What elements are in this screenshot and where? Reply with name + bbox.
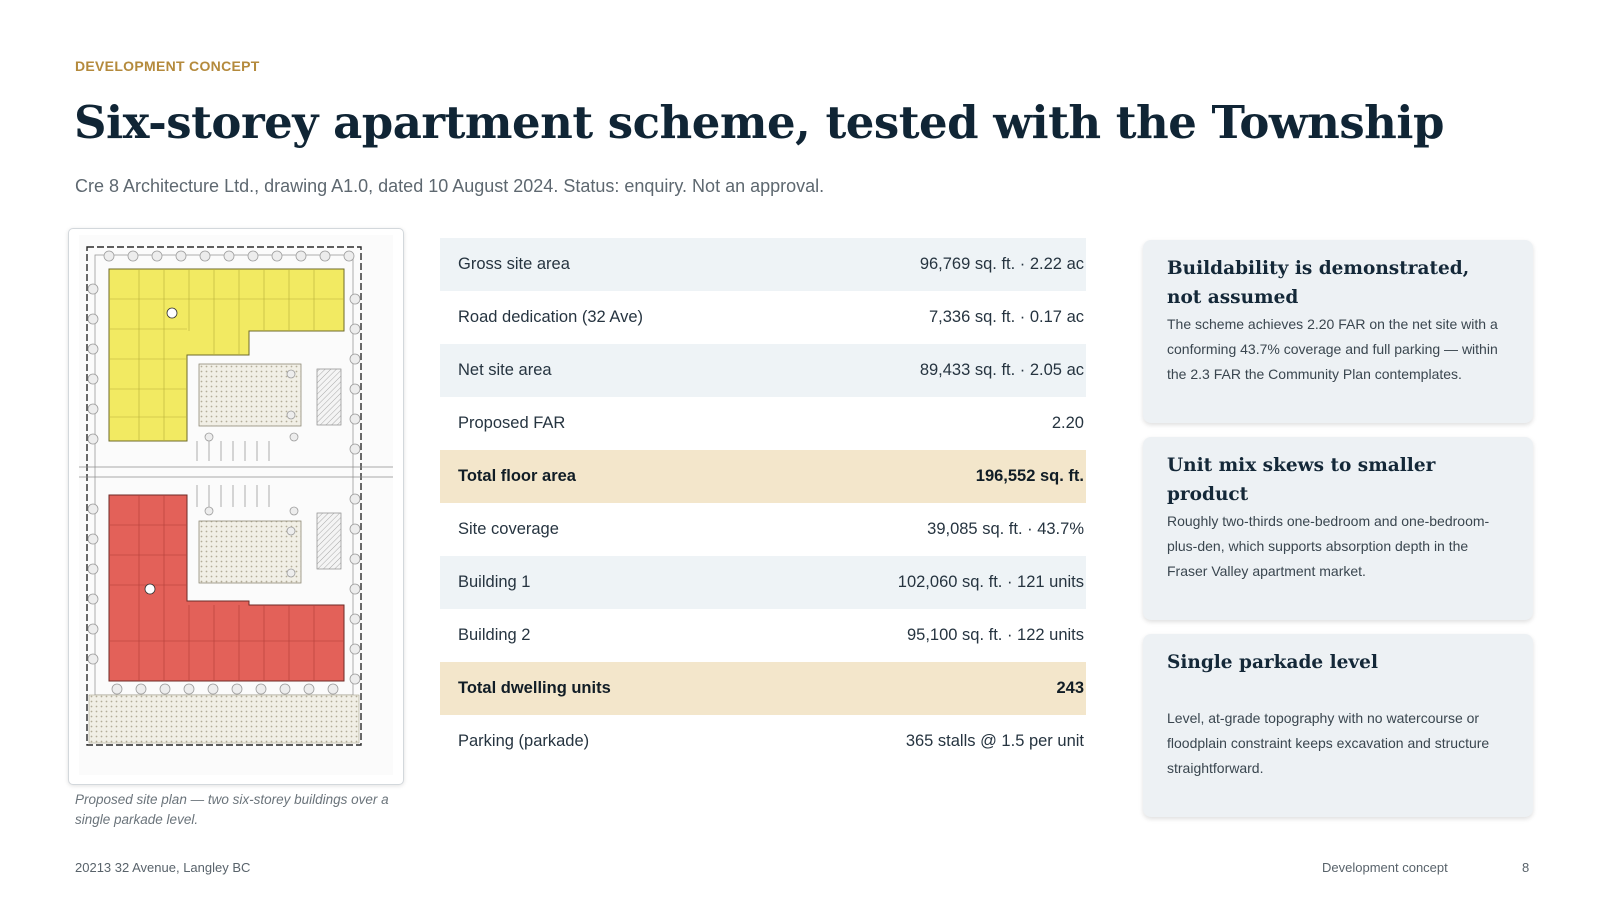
- stat-row: [440, 291, 1086, 344]
- finding-body: Level, at-grade topography with no watercourse or floodplain constraint keeps excavation and structure straightforward.: [1167, 710, 1490, 776]
- stat-row: [440, 397, 1086, 450]
- ramp-north: [317, 369, 341, 425]
- key-findings: [1143, 240, 1533, 831]
- finding-body: The scheme achieves 2.20 FAR on the net site with a conforming 43.7% coverage and full parking — within the 2.3 FAR the Community Plan contemplates.: [1167, 316, 1498, 382]
- stat-label: Gross site area: [458, 255, 570, 273]
- stat-row: [440, 450, 1086, 503]
- stat-label: Building 2: [458, 626, 531, 644]
- finding-card: [1143, 437, 1533, 620]
- stat-label: Total floor area: [458, 467, 576, 485]
- stat-value: 102,060 sq. ft. · 121 units: [897, 573, 1084, 591]
- building-1-marker: [145, 584, 155, 594]
- stat-label: Net site area: [458, 361, 552, 379]
- building-2-marker: [167, 308, 177, 318]
- stat-value: 39,085 sq. ft. · 43.7%: [927, 520, 1084, 538]
- site-statistics-table: [440, 238, 1086, 768]
- finding-card: [1143, 240, 1533, 423]
- north-courtyard: [199, 364, 301, 426]
- stat-label: Site coverage: [458, 520, 559, 538]
- stat-value: 365 stalls @ 1.5 per unit: [905, 732, 1084, 750]
- south-courtyard: [199, 521, 301, 583]
- stat-value: 2.20: [1051, 414, 1084, 432]
- site-plan-drawing: [69, 229, 403, 784]
- stat-row: [440, 503, 1086, 556]
- stat-label: Proposed FAR: [458, 414, 566, 432]
- finding-title: Buildability is demonstrated, not assumed: [1167, 258, 1470, 308]
- page-number: 8: [1522, 860, 1530, 875]
- stat-row: [440, 609, 1086, 662]
- stat-row: [440, 715, 1086, 768]
- stat-label: Building 1: [458, 573, 531, 591]
- stat-value: 7,336 sq. ft. · 0.17 ac: [928, 308, 1084, 326]
- stat-value: 196,552 sq. ft.: [975, 467, 1084, 485]
- finding-title: Unit mix skews to smaller product: [1167, 455, 1436, 505]
- stat-label: Road dedication (32 Ave): [458, 308, 643, 326]
- finding-card: [1143, 634, 1533, 817]
- stat-row: [440, 556, 1086, 609]
- stat-row: [440, 662, 1086, 715]
- footer-address: 20213 32 Avenue, Langley BC: [75, 860, 251, 875]
- page-title: Six-storey apartment scheme, tested with the Township: [74, 96, 1444, 149]
- site-plan-figure: [68, 228, 404, 785]
- stat-row: [440, 344, 1086, 397]
- stat-value: 89,433 sq. ft. · 2.05 ac: [919, 361, 1084, 379]
- page-subtitle: Cre 8 Architecture Ltd., drawing A1.0, dated 10 August 2024. Status: enquiry. Not an approval.: [75, 176, 825, 196]
- stat-value: 96,769 sq. ft. · 2.22 ac: [919, 255, 1084, 273]
- finding-title: Single parkade level: [1167, 652, 1378, 673]
- section-eyebrow: DEVELOPMENT CONCEPT: [75, 58, 260, 74]
- site-plan-caption: Proposed site plan — two six-storey buildings over a single parkade level.: [75, 792, 389, 827]
- finding-body: Roughly two-thirds one-bedroom and one-bedroom-plus-den, which supports absorption depth in the Fraser Valley apartment market.: [1167, 513, 1490, 579]
- stat-label: Parking (parkade): [458, 732, 590, 750]
- ramp-south: [317, 513, 341, 569]
- stat-label: Total dwelling units: [458, 679, 611, 697]
- footer-section: Development concept: [1322, 860, 1448, 875]
- stat-row: [440, 238, 1086, 291]
- stat-value: 243: [1056, 679, 1084, 697]
- stat-value: 95,100 sq. ft. · 122 units: [906, 626, 1084, 644]
